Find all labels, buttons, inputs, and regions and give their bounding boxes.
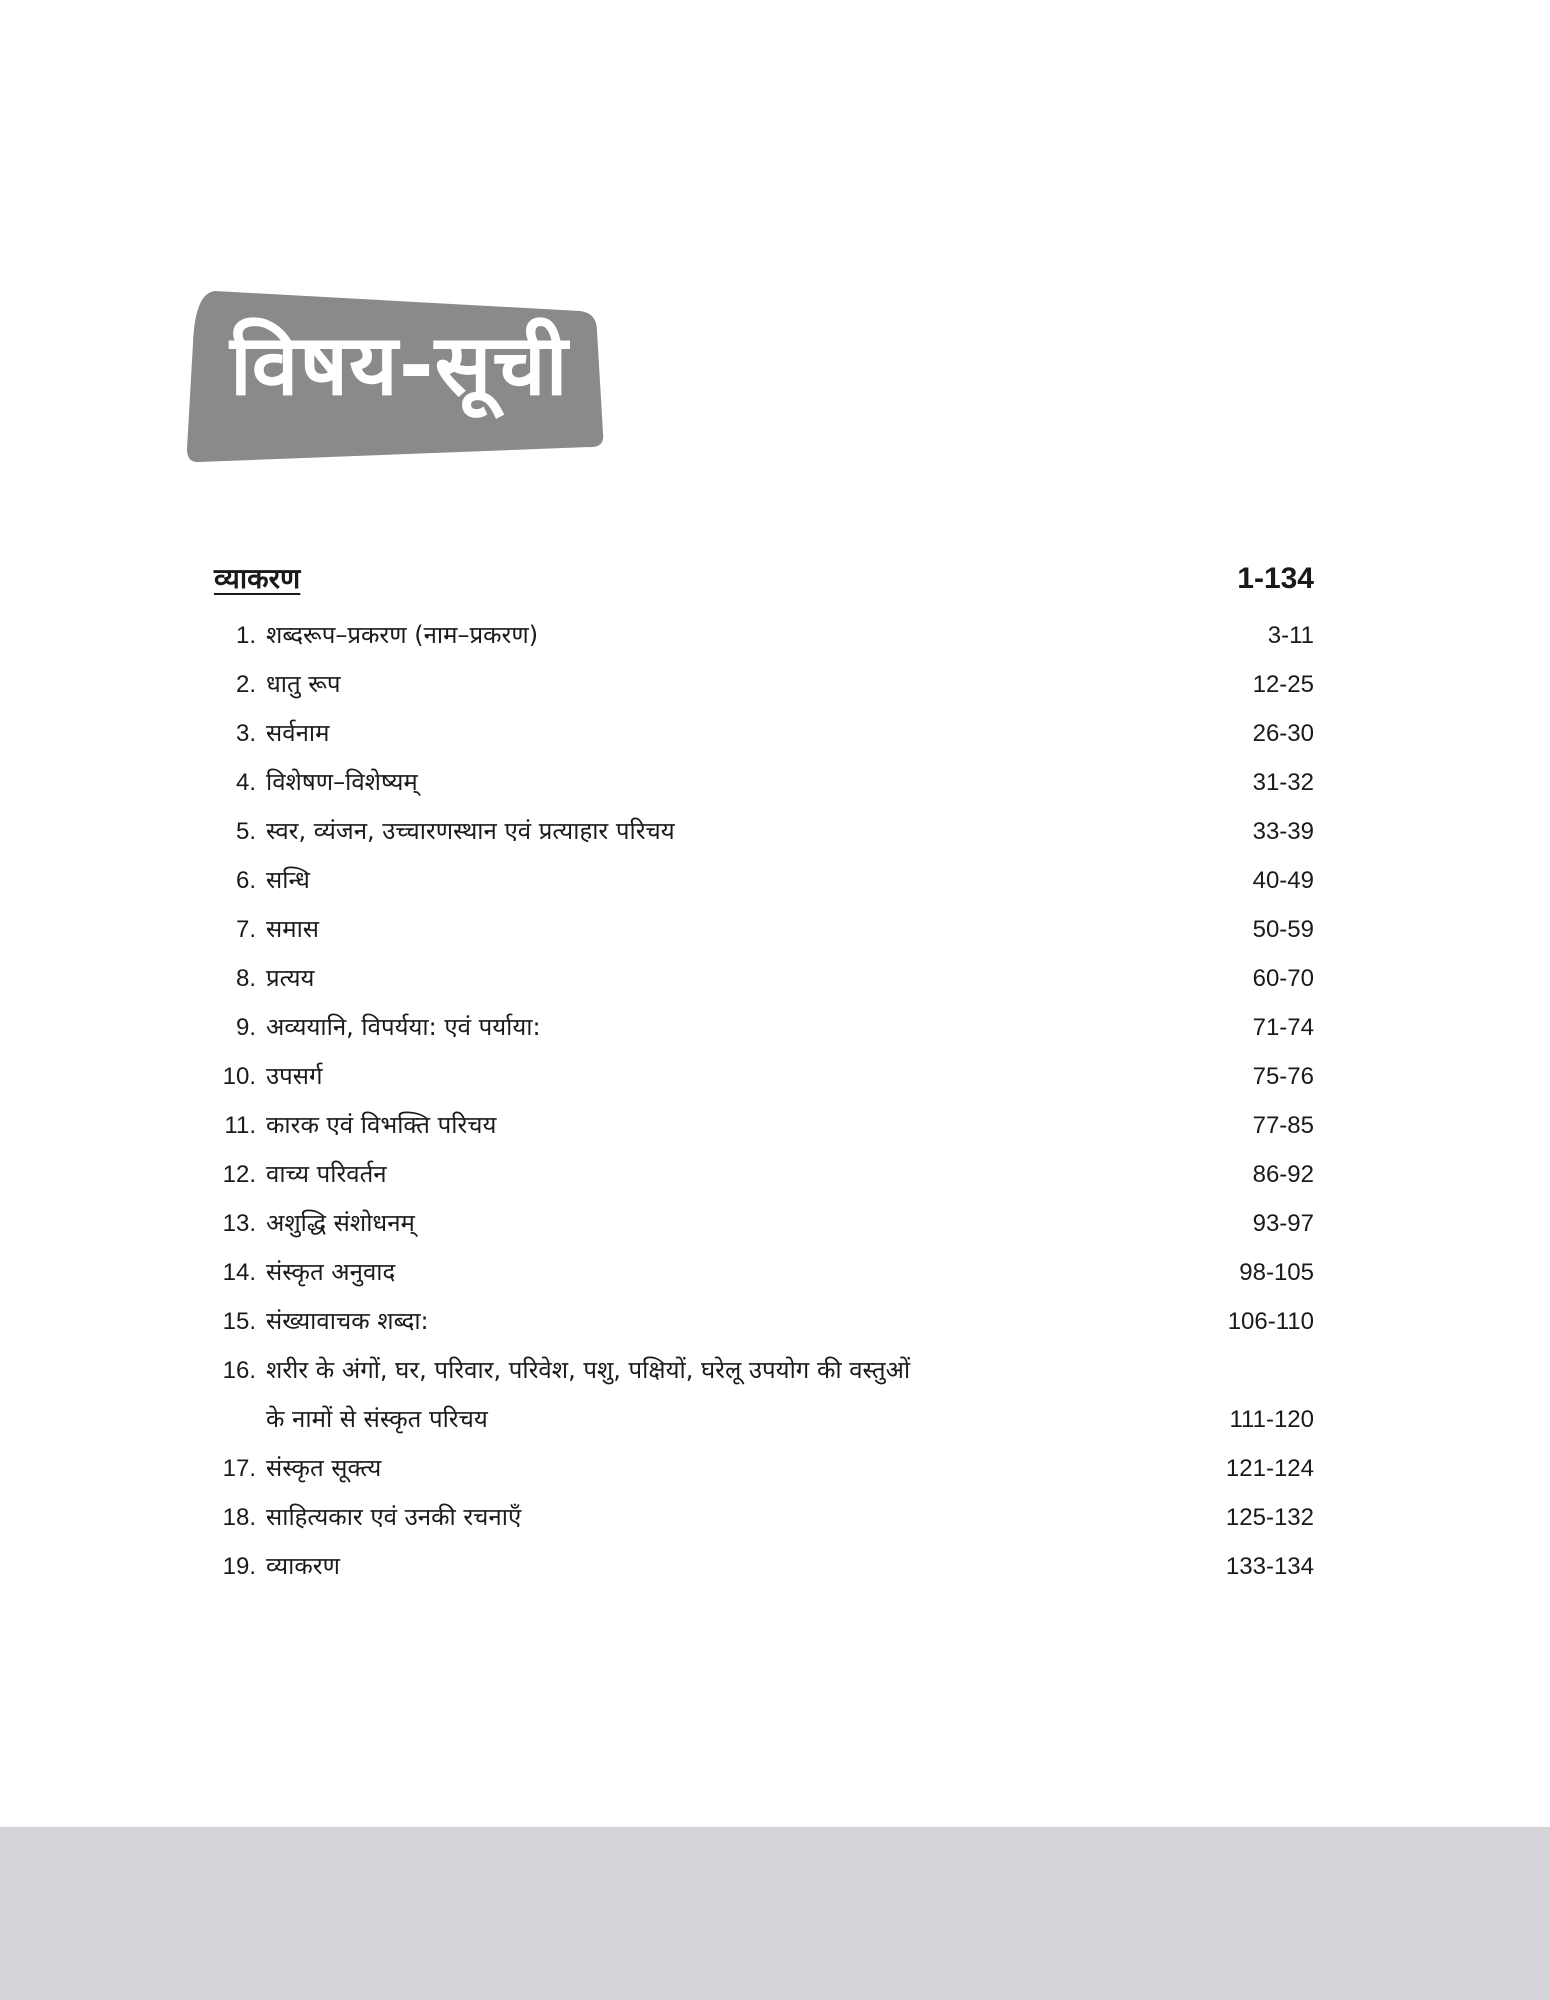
toc-entry[interactable] [214, 954, 1314, 1003]
toc-entry[interactable] [214, 1199, 1314, 1248]
toc-entry[interactable] [214, 611, 1314, 660]
entry-title [266, 1346, 1086, 1444]
entry-number: 16. [222, 1357, 256, 1384]
entry-pages: 111-120 [1229, 1406, 1314, 1433]
toc-entry[interactable] [214, 905, 1314, 954]
entry-pages: 98-105 [1239, 1259, 1314, 1286]
entry-pages: 125-132 [1225, 1504, 1314, 1531]
title-banner [185, 283, 605, 468]
entry-pages: 50-59 [1252, 916, 1314, 943]
entry-number: 18. [222, 1504, 256, 1531]
entry-pages: 26-30 [1252, 720, 1314, 747]
entry-title: संस्कृत सूक्त्य [266, 1454, 382, 1482]
toc-entry[interactable] [214, 856, 1314, 905]
entry-pages: 75-76 [1252, 1063, 1314, 1090]
section-page-range: 1-134 [1237, 562, 1314, 595]
toc-entry[interactable] [214, 1248, 1314, 1297]
entry-pages: 121-124 [1225, 1455, 1314, 1482]
toc-entry[interactable] [214, 1297, 1314, 1346]
toc-entry[interactable] [214, 660, 1314, 709]
entry-title: संस्कृत अनुवाद [266, 1258, 396, 1286]
entry-pages: 86-92 [1252, 1161, 1314, 1188]
toc-entry[interactable] [214, 709, 1314, 758]
entry-title-line1: शरीर के अंगों, घर, परिवार, परिवेश, पशु, पक्षियों, घरेलू उपयोग की वस्तुओं [266, 1356, 911, 1384]
entry-pages: 71-74 [1252, 1014, 1314, 1041]
entry-title: अव्ययानि, विपर्यया: एवं पर्याया: [266, 1013, 541, 1041]
entry-pages: 3-11 [1267, 622, 1314, 649]
section-header[interactable] [214, 555, 1314, 605]
entry-title: अशुद्धि संशोधनम् [266, 1209, 415, 1237]
entry-pages: 93-97 [1252, 1210, 1314, 1237]
entry-number: 10. [222, 1063, 256, 1090]
toc-entry[interactable] [214, 1346, 1314, 1444]
entry-title: समास [266, 915, 320, 943]
table-of-contents [214, 555, 1314, 1591]
entry-title: प्रत्यय [266, 964, 315, 992]
toc-entry[interactable] [214, 1493, 1314, 1542]
entry-number: 17. [222, 1455, 256, 1482]
entry-title: साहित्यकार एवं उनकी रचनाएँ [266, 1503, 522, 1531]
toc-entry[interactable] [214, 1052, 1314, 1101]
entry-title: सर्वनाम [266, 719, 330, 747]
entry-number: 11. [224, 1112, 256, 1139]
toc-entry[interactable] [214, 1542, 1314, 1591]
entry-number: 9. [235, 1014, 256, 1041]
entry-number: 6. [235, 867, 256, 894]
entry-title-line2: के नामों से संस्कृत परिचय [266, 1405, 488, 1433]
toc-entry[interactable] [214, 758, 1314, 807]
entry-number: 8. [235, 965, 256, 992]
entry-number: 19. [222, 1553, 256, 1580]
entry-pages: 40-49 [1252, 867, 1314, 894]
entry-number: 15. [222, 1308, 256, 1335]
entry-title: स्वर, व्यंजन, उच्चारणस्थान एवं प्रत्याहार परिचय [266, 817, 675, 845]
page-title: विषय-सूची [230, 316, 569, 414]
entry-pages: 133-134 [1225, 1553, 1314, 1580]
entry-title: धातु रूप [266, 670, 341, 698]
entry-pages: 31-32 [1252, 769, 1314, 796]
entry-title: शब्दरूप–प्रकरण (नाम–प्रकरण) [266, 621, 539, 649]
entry-number: 1. [235, 622, 256, 649]
entry-pages: 12-25 [1252, 671, 1314, 698]
toc-entry[interactable] [214, 1101, 1314, 1150]
entry-title: संख्यावाचक शब्दा: [266, 1307, 429, 1335]
section-title: व्याकरण [214, 562, 301, 595]
entry-title: व्याकरण [266, 1552, 340, 1580]
entry-number: 13. [222, 1210, 256, 1237]
entry-number: 12. [222, 1161, 256, 1188]
entry-pages: 106-110 [1227, 1308, 1314, 1335]
entry-title: उपसर्ग [266, 1062, 323, 1090]
toc-entry[interactable] [214, 1150, 1314, 1199]
entry-number: 14. [222, 1259, 256, 1286]
entry-pages: 33-39 [1252, 818, 1314, 845]
entry-number: 2. [235, 671, 256, 698]
entry-title: कारक एवं विभक्ति परिचय [266, 1111, 497, 1139]
entry-number: 4. [235, 769, 256, 796]
footer-band [0, 1827, 1550, 2000]
toc-entry[interactable] [214, 1003, 1314, 1052]
entry-number: 7. [235, 916, 256, 943]
entry-pages: 60-70 [1252, 965, 1314, 992]
entry-pages: 77-85 [1252, 1112, 1314, 1139]
entry-number: 5. [235, 818, 256, 845]
entry-title: विशेषण–विशेष्यम् [266, 768, 418, 796]
entry-number: 3. [235, 720, 256, 747]
entry-title: वाच्य परिवर्तन [266, 1160, 387, 1188]
toc-entry[interactable] [214, 1444, 1314, 1493]
toc-entry[interactable] [214, 807, 1314, 856]
entry-title: सन्धि [266, 866, 310, 894]
